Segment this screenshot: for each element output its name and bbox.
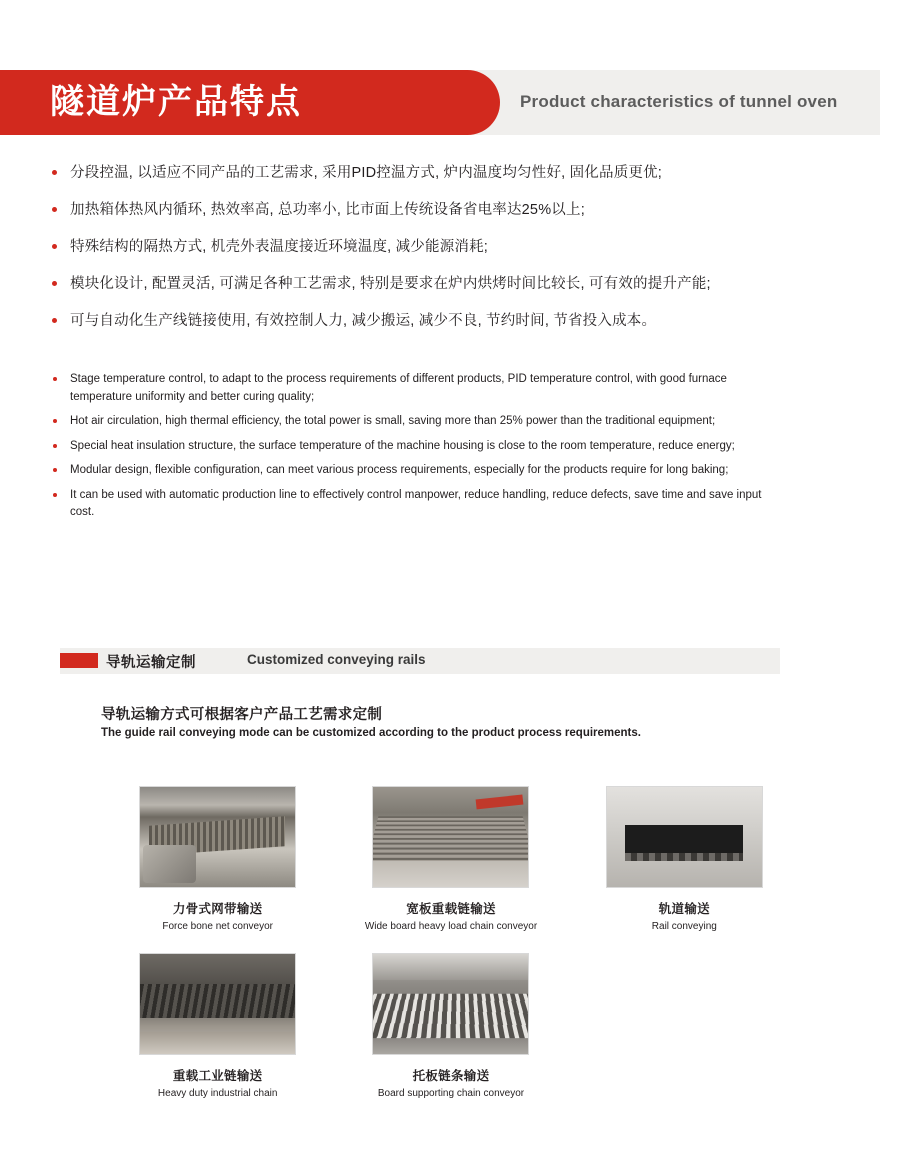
list-item (48, 413, 778, 431)
list-item-text: 特殊结构的隔热方式, 机壳外表温度接近环境温度, 减少能源消耗; (70, 239, 489, 255)
section-header-bar (60, 648, 780, 674)
gallery-caption-cn: 托板链条输送 (412, 1069, 490, 1083)
gallery-caption-cn: 力骨式网带输送 (172, 902, 263, 916)
list-item (48, 371, 778, 406)
board-supporting-chain-conveyor-photo (372, 953, 529, 1055)
features-list-en (48, 371, 778, 529)
gallery-caption-en: Board supporting chain conveyor (377, 1088, 525, 1099)
wide-board-heavy-load-chain-photo (372, 786, 529, 888)
list-item (48, 200, 848, 220)
list-item (48, 311, 848, 331)
gallery-caption-en: Rail conveying (651, 921, 717, 932)
gallery-item (101, 786, 334, 932)
conveyor-gallery (101, 786, 801, 1120)
list-item (48, 487, 778, 522)
list-item (48, 237, 848, 257)
gallery-caption-cn: 轨道输送 (658, 902, 710, 916)
gallery-caption-en: Wide board heavy load chain conveyor (364, 921, 538, 932)
page-title-en: Product characteristics of tunnel oven (520, 92, 838, 111)
section-title-en: Customized conveying rails (247, 652, 426, 667)
list-item (48, 462, 778, 480)
bullet-dot-icon (52, 318, 57, 323)
bullet-dot-icon (52, 244, 57, 249)
gallery-caption-en: Force bone net conveyor (162, 921, 273, 932)
force-bone-net-conveyor-photo (139, 786, 296, 888)
gallery-item (101, 953, 334, 1099)
list-item-text: 可与自动化生产线链接使用, 有效控制人力, 减少搬运, 减少不良, 节约时间, 节省投入成本。 (70, 313, 657, 329)
section-subtitle (101, 703, 821, 739)
features-list-cn (48, 163, 848, 348)
list-item-text: Hot air circulation, high thermal efficiency, the total power is small, saving more than 25% power than the traditional equipment; (70, 415, 716, 427)
bullet-dot-icon (52, 281, 57, 286)
list-item (48, 438, 778, 456)
gallery-item (568, 786, 801, 932)
page-title-cn: 隧道炉产品特点 (50, 83, 302, 121)
gallery-item-empty (568, 953, 801, 1099)
list-item-text: Special heat insulation structure, the surface temperature of the machine housing is close to the room temperature, reduce energy; (70, 439, 735, 452)
gallery-caption-en: Heavy duty industrial chain (157, 1088, 278, 1099)
gallery-caption-cn: 宽板重载链输送 (406, 902, 496, 916)
list-item-text: Stage temperature control, to adapt to the process requirements of different products, PID temperature control, with good furnace temperature uniformity and better curing quality; (70, 373, 727, 403)
list-item (48, 274, 848, 294)
list-item-text: 分段控温, 以适应不同产品的工艺需求, 采用PID控温方式, 炉内温度均匀性好, 固化品质更优; (70, 165, 663, 181)
bullet-dot-icon (52, 170, 57, 175)
bullet-dot-icon (53, 444, 57, 448)
red-swatch-icon (60, 653, 98, 668)
bullet-dot-icon (53, 377, 57, 381)
list-item-text: Modular design, flexible configuration, can meet various process requirements, especially for the products require for long baking; (70, 464, 729, 476)
list-item-text: It can be used with automatic production line to effectively control manpower, reduce handling, reduce defects, save time and save input cost. (70, 488, 762, 518)
heavy-duty-industrial-chain-photo (139, 953, 296, 1055)
gallery-row (101, 786, 801, 932)
bullet-dot-icon (53, 419, 57, 423)
bullet-dot-icon (53, 493, 57, 497)
section-subtitle-en: The guide rail conveying mode can be customized according to the product process requirements. (101, 727, 641, 739)
section-subtitle-cn: 导轨运输方式可根据客户产品工艺需求定制 (101, 707, 383, 723)
gallery-item (334, 786, 567, 932)
list-item-text: 模块化设计, 配置灵活, 可满足各种工艺需求, 特别是要求在炉内烘烤时间比较长, 可有效的提升产能; (70, 276, 711, 292)
rail-conveying-photo (606, 786, 763, 888)
list-item (48, 163, 848, 183)
page-header-banner (0, 70, 880, 135)
list-item-text: 加热箱体热风内循环, 热效率高, 总功率小, 比市面上传统设备省电率达25%以上; (70, 202, 585, 218)
gallery-row (101, 953, 801, 1099)
gallery-caption-cn: 重载工业链输送 (172, 1069, 263, 1083)
bullet-dot-icon (53, 468, 57, 472)
gallery-item (334, 953, 567, 1099)
section-title-cn: 导轨运输定制 (106, 655, 196, 671)
bullet-dot-icon (52, 207, 57, 212)
